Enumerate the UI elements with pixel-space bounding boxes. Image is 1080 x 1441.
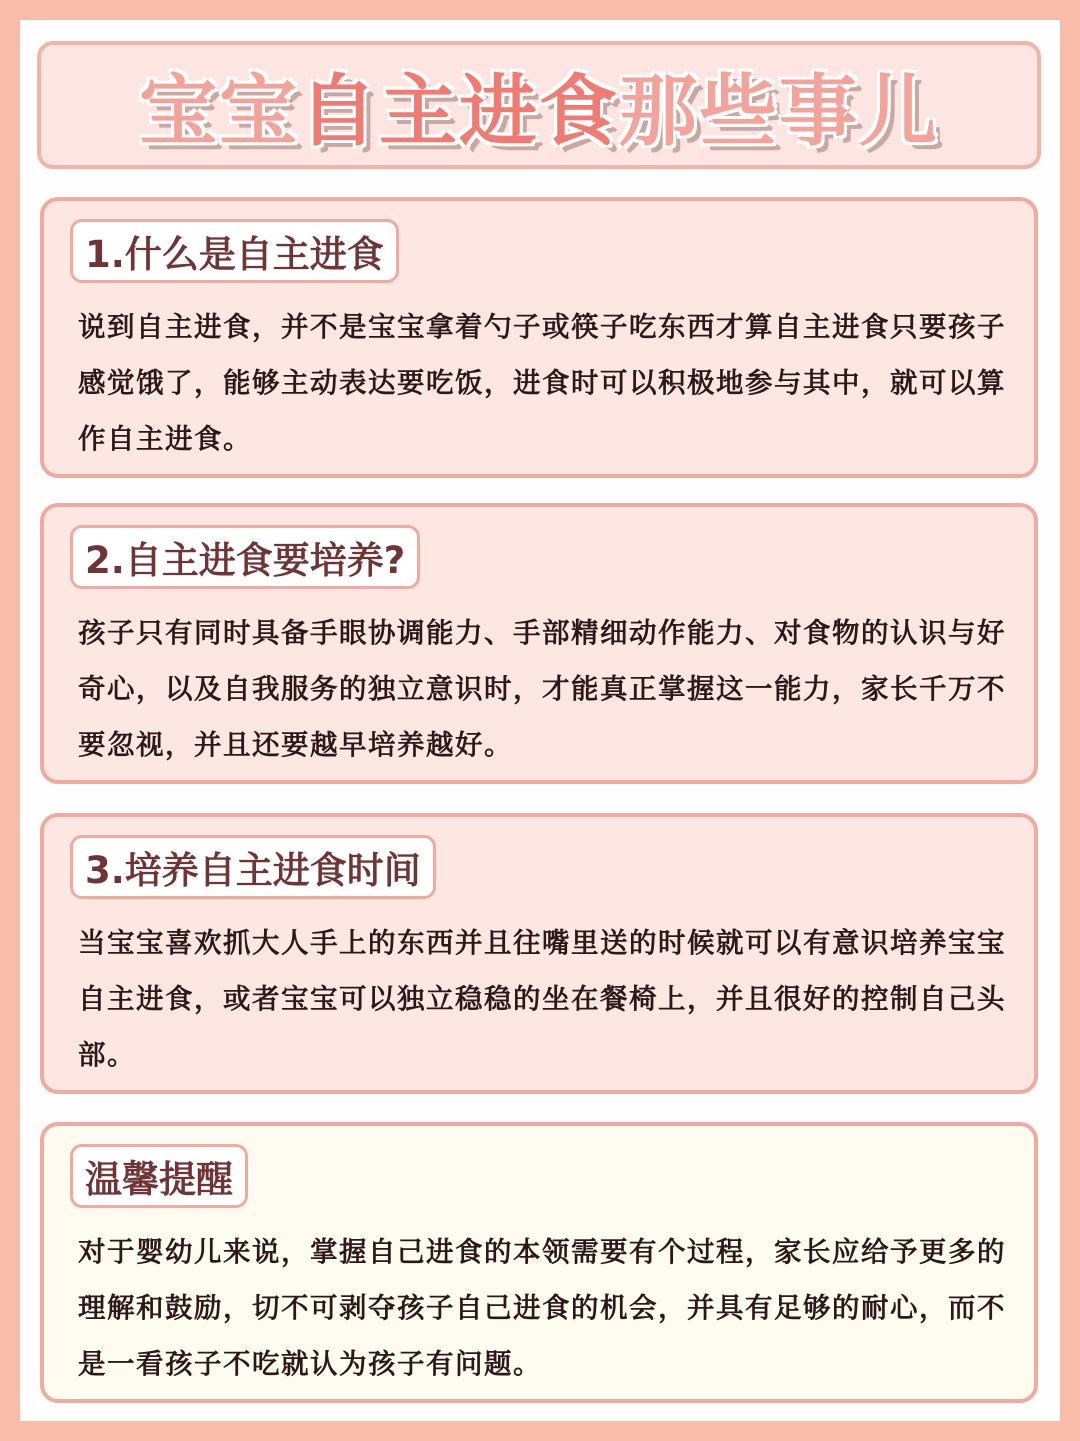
section-heading: 2.自主进食要培养?: [70, 525, 420, 589]
page-title-part3: 那些事儿: [619, 67, 940, 157]
section-card-2: [40, 503, 1038, 784]
page: [20, 20, 1060, 1421]
section-body: 孩子只有同时具备手眼协调能力、手部精细动作能力、对食物的认识与好奇心，以及自我服务的独立意识时，才能真正掌握这一能力，家长千万不要忽视，并且还要越早培养越好。: [78, 617, 1006, 761]
section-card-3: [40, 813, 1038, 1094]
title-banner: [37, 41, 1041, 169]
page-title: [139, 49, 939, 161]
tip-card: [40, 1122, 1038, 1403]
tip-heading: 温馨提醒: [70, 1144, 248, 1208]
page-title-part1: 宝宝: [138, 67, 299, 157]
tip-body: 对于婴幼儿来说，掌握自己进食的本领需要有个过程，家长应给予更多的理解和鼓励，切不可剥夺孩子自己进食的机会，并具有足够的耐心，而不是一看孩子不吃就认为孩子有问题。: [78, 1236, 1006, 1380]
section-body: 当宝宝喜欢抓大人手上的东西并且往嘴里送的时候就可以有意识培养宝宝自主进食，或者宝宝可以独立稳稳的坐在餐椅上，并且很好的控制自己头部。: [78, 927, 1006, 1071]
section-heading: 1.什么是自主进食: [70, 219, 399, 283]
section-card-1: [40, 197, 1038, 478]
section-body: 说到自主进食，并不是宝宝拿着勺子或筷子吃东西才算自主进食只要孩子感觉饿了，能够主动表达要吃饭，进食时可以积极地参与其中，就可以算作自主进食。: [78, 311, 1006, 455]
section-heading: 3.培养自主进食时间: [70, 835, 436, 899]
page-title-part2: 自主进食: [298, 67, 619, 157]
